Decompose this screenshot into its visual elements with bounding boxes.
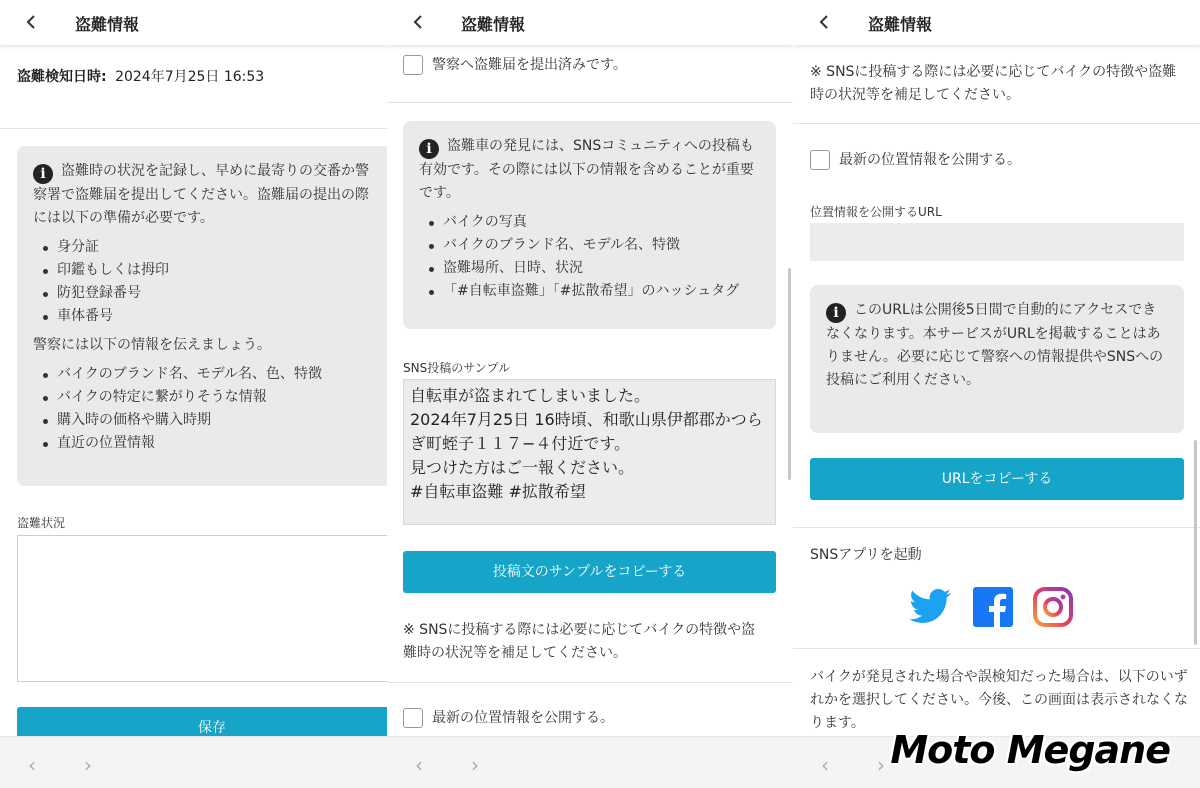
twitter-icon[interactable]	[909, 588, 953, 626]
info-box-police-report	[17, 146, 387, 486]
detect-value: 2024年7月25日 16:53	[115, 69, 265, 85]
nav-forward-icon[interactable]: ›	[84, 753, 92, 777]
list-item: バイクの特定に繋がりそうな情報	[43, 386, 387, 409]
back-icon[interactable]	[409, 11, 429, 33]
facebook-icon[interactable]	[973, 587, 1013, 627]
info-icon: i	[419, 139, 439, 159]
watermark-logo: Moto Megane	[890, 728, 1170, 772]
sns-launch-label: SNSアプリを起動	[810, 547, 922, 563]
divider	[0, 128, 387, 129]
info-mid: 警察には以下の情報を伝えましょう。	[33, 337, 271, 353]
panel-theft-info-3	[793, 0, 1200, 788]
app-header	[387, 0, 793, 45]
url-label: 位置情報を公開するURL	[810, 205, 942, 219]
nav-forward-icon[interactable]: ›	[471, 753, 479, 777]
found-instructions: バイクが発見された場合や誤検知だった場合は、以下のいずれかを選択してください。今後、この画面は表示されなくなります。	[810, 669, 1188, 731]
list-item: 直近の位置情報	[43, 432, 387, 455]
info-box-url	[810, 285, 1184, 433]
detect-label: 盗難検知日時:	[17, 69, 107, 85]
nav-back-icon[interactable]: ‹	[28, 753, 36, 777]
sns-info-list	[419, 211, 760, 303]
panel-theft-info-1	[0, 0, 387, 788]
list-item: 防犯登録番号	[43, 282, 387, 305]
app-header	[793, 0, 1200, 45]
list-item: バイクのブランド名、モデル名、色、特徴	[43, 363, 387, 386]
status-textarea[interactable]	[17, 535, 387, 682]
police-report-checkbox[interactable]	[403, 55, 423, 75]
status-label: 盗難状況	[17, 516, 66, 530]
publish-location-checkbox[interactable]	[810, 150, 830, 170]
info-intro: 盗難時の状況を記録し、早めに最寄りの交番か警察署で盗難届を提出してください。盗難届の提出の際には以下の準備が必要です。	[33, 163, 369, 226]
back-icon[interactable]	[22, 11, 42, 33]
nav-back-icon[interactable]: ‹	[821, 753, 829, 777]
nav-back-icon[interactable]: ‹	[415, 753, 423, 777]
page-title: 盗難情報	[75, 15, 140, 34]
list-item: バイクの写真	[429, 211, 760, 234]
list-item: 身分証	[43, 236, 387, 259]
divider	[793, 123, 1200, 124]
browser-nav-bar	[387, 736, 793, 788]
required-items-list	[33, 236, 387, 328]
browser-nav-bar	[0, 736, 387, 788]
sample-label: SNS投稿のサンプル	[403, 361, 511, 375]
copy-sample-button[interactable]: 投稿文のサンプルをコピーする	[403, 551, 776, 593]
scrollbar[interactable]	[1194, 440, 1197, 645]
list-item: 車体番号	[43, 305, 387, 328]
sample-line: 自転車が盗まれてしまいました。	[410, 386, 651, 405]
sns-note: ※ SNSに投稿する際には必要に応じてバイクの特徴や盗難時の状況等を補足してください。	[403, 622, 756, 661]
page-title: 盗難情報	[461, 15, 526, 34]
info-intro: 盗難車の発見には、SNSコミュニティへの投稿も有効です。その際には以下の情報を含めることが重要です。	[419, 138, 754, 201]
list-item: 購入時の価格や購入時期	[43, 409, 387, 432]
sample-line: 見つけた方はご一報ください。	[410, 458, 635, 477]
list-item: 盗難場所、日時、状況	[429, 257, 760, 280]
sample-line: #自転車盗難 #拡散希望	[410, 482, 586, 501]
info-icon: i	[826, 303, 846, 323]
sns-sample-textarea[interactable]	[403, 379, 776, 525]
divider	[793, 648, 1200, 649]
detect-datetime	[17, 67, 264, 87]
instagram-icon[interactable]	[1033, 587, 1073, 627]
url-info-text: このURLは公開後5日間で自動的にアクセスできなくなります。本サービスがURLを掲載することはありません。必要に応じて警察への情報提供やSNSへの投稿にご利用ください。	[826, 302, 1164, 388]
list-item: 印鑑もしくは拇印	[43, 259, 387, 282]
sample-line: ぎ町蛭子１１７−４付近です。	[410, 434, 631, 453]
sample-line: 2024年7月25日 16時頃、和歌山県伊都郡かつら	[410, 410, 763, 429]
info-icon: i	[33, 164, 53, 184]
info-box-sns	[403, 121, 776, 329]
list-item: 「#自転車盗難」「#拡散希望」のハッシュタグ	[429, 280, 760, 303]
divider	[793, 527, 1200, 528]
police-report-label: 警察へ盗難届を提出済みです。	[432, 57, 627, 73]
divider	[387, 682, 793, 683]
panel-theft-info-2	[387, 0, 793, 788]
nav-forward-icon[interactable]: ›	[877, 753, 885, 777]
scrollbar[interactable]	[788, 268, 791, 480]
police-info-list	[33, 363, 387, 455]
public-url-field[interactable]	[810, 223, 1184, 261]
back-icon[interactable]	[815, 11, 835, 33]
list-item: バイクのブランド名、モデル名、特徴	[429, 234, 760, 257]
save-button[interactable]: 保存	[17, 707, 387, 749]
app-header	[0, 0, 387, 45]
page-title: 盗難情報	[868, 15, 933, 34]
sns-note: ※ SNSに投稿する際には必要に応じてバイクの特徴や盗難時の状況等を補足してください。	[810, 64, 1177, 103]
publish-location-checkbox[interactable]	[403, 708, 423, 728]
publish-location-label: 最新の位置情報を公開する。	[839, 152, 1021, 168]
divider	[387, 102, 793, 103]
publish-location-label: 最新の位置情報を公開する。	[432, 710, 614, 726]
copy-url-button[interactable]: URLをコピーする	[810, 458, 1184, 500]
